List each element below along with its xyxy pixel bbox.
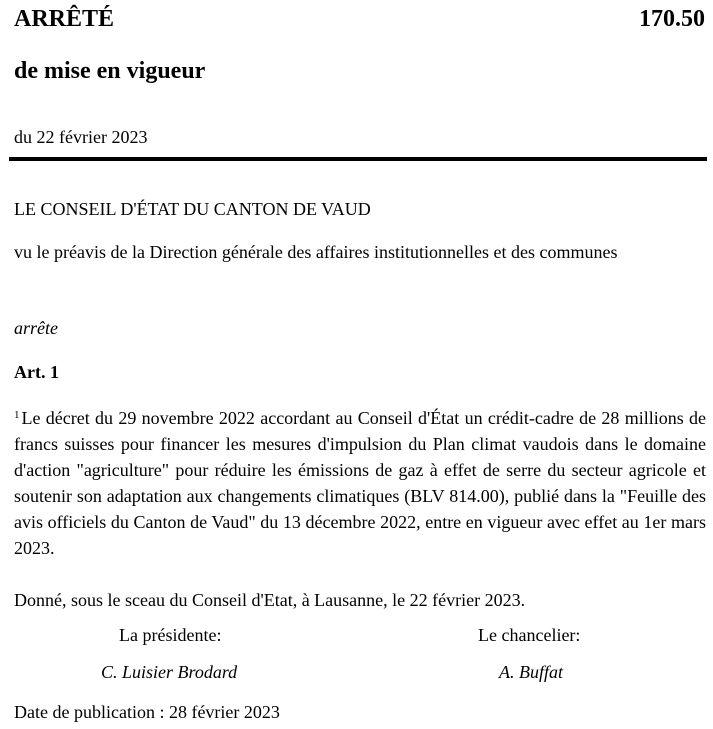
- preamble: vu le préavis de la Direction générale des affaires institutionnelles et des communes: [14, 242, 618, 262]
- chancellor-name: A. Buffat: [499, 662, 563, 682]
- article-heading: Art. 1: [14, 362, 59, 382]
- president-name: C. Luisier Brodard: [101, 662, 238, 682]
- document-type-title: ARRÊTÉ: [14, 6, 115, 32]
- given-statement: Donné, sous le sceau du Conseil d'Etat, à Lausanne, le 22 février 2023.: [14, 590, 526, 610]
- law-number: 170.50: [639, 6, 705, 32]
- document-subtitle: de mise en vigueur: [14, 58, 206, 84]
- paragraph-number: 1: [14, 409, 20, 421]
- article-paragraph: [14, 402, 706, 561]
- president-label: La présidente:: [119, 625, 222, 645]
- header-divider: [9, 157, 707, 161]
- decree-word: arrête: [14, 318, 58, 338]
- document-date: du 22 février 2023: [14, 127, 148, 147]
- article-text: Le décret du 29 novembre 2022 accordant au Conseil d'État un crédit-cadre de 28 millions de francs suisses pour financer les mesures d'impulsion du Plan climat vaudois dans le domaine d'action "agriculture" pour réduire les émissions de gaz à effet de serre du secteur agricole et soutenir son adaptation aux changements climatiques (BLV 814.00), publié dans la "Feuille des avis officiels du Canton de Vaud" du 13 décembre 2022, entre en vigueur avec effet au 1er mars 2023.: [14, 408, 706, 558]
- issuing-authority: LE CONSEIL D'ÉTAT DU CANTON DE VAUD: [14, 199, 371, 219]
- publication-date: Date de publication : 28 février 2023: [14, 702, 280, 722]
- chancellor-label: Le chancelier:: [478, 625, 581, 645]
